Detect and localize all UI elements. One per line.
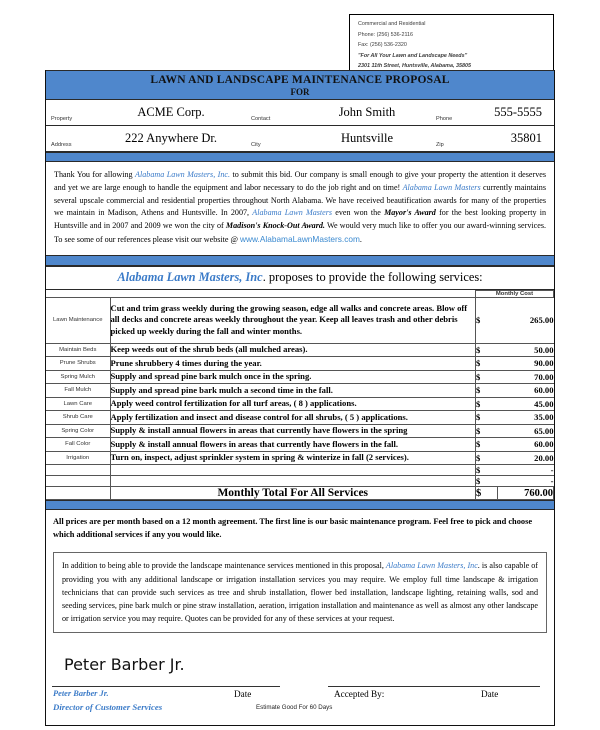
table-row [46, 397, 554, 411]
service-category: Irrigation [46, 451, 110, 465]
zip-value: 35801 [510, 131, 542, 145]
blue-divider-services [46, 255, 554, 266]
company-segment: Commercial and Residential [358, 21, 426, 27]
service-amount: 60.00 [498, 384, 554, 398]
service-dollar-sign: $ [476, 357, 498, 371]
service-description: Prune shrubbery 4 times during the year. [110, 357, 476, 371]
service-dollar-sign: $ [476, 438, 498, 452]
service-dollar-sign: $ [476, 476, 498, 487]
property-label: Property [51, 116, 73, 122]
boxnote-text-b: . is also capable of providing you with any additional landscape or irrigation installation services you may require. We employ full time landscape & irrigation technicians that can provide such services as tree and shrub installation, flower bed installation, landscape lighting, retaining walls, sod and seeding services, pine bark mulch or pine straw installation, aeration, irrigation installation and maintenance as well as almost any other landscape or irrigation service you may require. Quotes can be provided for any of these services at your request. [62, 561, 538, 623]
services-rows-container [46, 297, 554, 487]
table-row [46, 357, 554, 371]
table-row [46, 438, 554, 452]
table-row [46, 451, 554, 465]
service-description: Supply and spread pine bark mulch a second time in the fall. [110, 384, 476, 398]
total-label: Monthly Total For All Services [110, 487, 476, 500]
intro-text-f: We would very much like to offer you our award-winning services. To see some of our references please visit our website @ [54, 221, 547, 244]
zip-label: Zip [436, 142, 444, 148]
service-dollar-sign: $ [476, 384, 498, 398]
property-value: ACME Corp. [137, 105, 205, 119]
service-amount: 65.00 [498, 424, 554, 438]
handwritten-signature: Peter Barber Jr. [64, 654, 185, 674]
services-table-header-row [46, 290, 554, 297]
service-dollar-sign: $ [476, 451, 498, 465]
contact-label: Contact [251, 116, 271, 122]
intro-text-e: for the best looking property in Huntsville and in 2007 and 2009 we won the city of [54, 208, 547, 231]
address-row [46, 126, 554, 152]
service-description: Supply & install annual flowers in areas that currently have flowers in the spring [110, 424, 476, 438]
city-value: Huntsville [340, 131, 394, 145]
service-category: Prune Shrubs [46, 357, 110, 371]
intro-company-2: Alabama Lawn Masters [402, 182, 481, 192]
service-dollar-sign: $ [476, 411, 498, 425]
date-label-left: Date [234, 688, 252, 699]
additional-services-note-wrap [46, 548, 554, 639]
service-category: Spring Mulch [46, 370, 110, 384]
service-description [110, 476, 476, 487]
table-row [46, 384, 554, 398]
document-title-bar [46, 70, 554, 100]
service-dollar-sign: $ [476, 397, 498, 411]
intro-text-b: to submit this bid. Our company is small enough to give your property the attention it deserves and yet we are large enough to handle the equipment and labor necessary to do the job right and on time! [54, 170, 546, 192]
signer-title: Director of Customer Services [53, 701, 163, 712]
blue-divider-bottom [46, 500, 554, 510]
table-row [46, 297, 554, 343]
signer-name: Peter Barber Jr. [53, 688, 109, 698]
proposes-line [46, 266, 554, 290]
service-category [46, 476, 110, 487]
services-table-body [46, 290, 554, 297]
service-description: Cut and trim grass weekly during the growing season, edge all walks and concrete areas. Blow off all decks and concrete areas weekly throughout the year. Keep all leaves trash and other debris picked up weekly during the fall and winter months. [110, 297, 476, 343]
company-fax: Fax: (256) 536-2320 [358, 42, 407, 49]
blue-divider-top [46, 152, 554, 162]
service-amount: 265.00 [498, 297, 554, 343]
intro-award-1: Mayor's Award [384, 208, 436, 218]
boxnote-company: Alabama Lawn Masters, Inc [385, 561, 478, 571]
signature-area [46, 639, 554, 726]
intro-text-d: even won the [332, 208, 385, 218]
company-header-box [349, 14, 554, 78]
service-description: Keep weeds out of the shrub beds (all mulched areas). [110, 343, 476, 357]
service-category: Lawn Care [46, 397, 110, 411]
website-link[interactable]: www.AlabamaLawnMasters.com [240, 233, 360, 244]
service-amount: - [498, 476, 554, 487]
service-category [46, 465, 110, 476]
service-category: Fall Color [46, 438, 110, 452]
document-body [45, 70, 555, 726]
intro-text-a: Thank You for allowing [54, 170, 136, 179]
estimate-validity-note: Estimate Good For 60 Days [256, 703, 333, 711]
boxnote-text-a: In addition to being able to provide the landscape maintenance services mentioned in this proposal, [62, 561, 386, 571]
service-description: Apply weed control fertilization for all turf areas, ( 8 ) applications. [110, 397, 476, 411]
table-row [46, 465, 554, 476]
phone-label: Phone [436, 116, 453, 122]
total-amount: 760.00 [498, 487, 554, 500]
service-category: Spring Color [46, 424, 110, 438]
phone-value: 555-5555 [494, 105, 542, 119]
service-dollar-sign: $ [476, 343, 498, 357]
signature-line-right[interactable] [328, 686, 540, 687]
signature-line-left [52, 686, 280, 687]
service-dollar-sign: $ [476, 465, 498, 476]
service-amount: 20.00 [498, 451, 554, 465]
service-amount: - [498, 465, 554, 476]
service-amount: 35.00 [498, 411, 554, 425]
table-row [46, 476, 554, 487]
service-amount: 70.00 [498, 370, 554, 384]
service-dollar-sign: $ [476, 424, 498, 438]
service-category: Shrub Care [46, 411, 110, 425]
page-title: LAWN AND LANDSCAPE MAINTENANCE PROPOSAL [150, 74, 450, 86]
intro-award-2: Madison's Knock-Out Award. [225, 221, 325, 231]
service-description: Supply and spread pine bark mulch once in the spring. [110, 370, 476, 384]
address-label: Address [51, 142, 72, 148]
service-dollar-sign: $ [476, 297, 498, 343]
proposes-text: . proposes to provide the following services: [262, 269, 483, 284]
city-label: City [251, 142, 261, 148]
service-amount: 50.00 [498, 343, 554, 357]
company-address: 2301 11th Street, Huntsville, Alabama, 35805 [358, 63, 471, 70]
intro-paragraph [46, 162, 554, 255]
additional-services-note [53, 552, 547, 633]
total-dollar-sign: $ [476, 487, 498, 500]
service-description: Apply fertilization and insect and disease control for all shrubs, ( 5 ) applications. [110, 411, 476, 425]
intro-company-1: Alabama Lawn Masters, Inc. [135, 170, 231, 179]
table-row [46, 370, 554, 384]
accepted-by-label: Accepted By: [334, 688, 385, 699]
monthly-cost-header: Monthly Cost [476, 290, 554, 297]
service-description: Turn on, inspect, adjust sprinkler system in spring & winterize in fall (2 services). [110, 451, 476, 465]
service-category: Lawn Maintenance [46, 297, 110, 343]
table-row [46, 343, 554, 357]
service-dollar-sign: $ [476, 370, 498, 384]
service-description: Supply & install annual flowers in areas that currently have flowers in the fall. [110, 438, 476, 452]
service-category: Fall Mulch [46, 384, 110, 398]
services-total-container [46, 487, 554, 500]
date-label-right: Date [481, 688, 499, 699]
property-row [46, 100, 554, 126]
page-title-sub: FOR [290, 87, 310, 97]
services-table [46, 290, 554, 501]
service-amount: 60.00 [498, 438, 554, 452]
service-description [110, 465, 476, 476]
company-phone: Phone: (256) 536-2116 [358, 31, 414, 38]
intro-text-g: . [359, 234, 362, 244]
pricing-note: All prices are per month based on a 12 month agreement. The first line is our basic maintenance program. Feel free to pick and choose which additional services if any you would like. [46, 510, 554, 548]
total-row [46, 487, 554, 500]
table-row [46, 424, 554, 438]
service-category: Maintain Beds [46, 343, 110, 357]
address-value: 222 Anywhere Dr. [125, 131, 217, 145]
proposes-company-name: Alabama Lawn Masters, Inc [117, 269, 263, 284]
intro-company-3: Alabama Lawn Masters [252, 208, 333, 218]
contact-value: John Smith [338, 105, 396, 119]
table-row [46, 411, 554, 425]
service-amount: 45.00 [498, 397, 554, 411]
service-amount: 90.00 [498, 357, 554, 371]
intro-text-c: currently maintains several upscale commercial and residential properties throughout North Alabama. We have received beautification awards for many of the properties we maintain in Madison, Athens and Huntsville. In 2007, [54, 182, 546, 218]
company-tagline: "For All Your Lawn and Landscape Needs" [358, 52, 468, 59]
